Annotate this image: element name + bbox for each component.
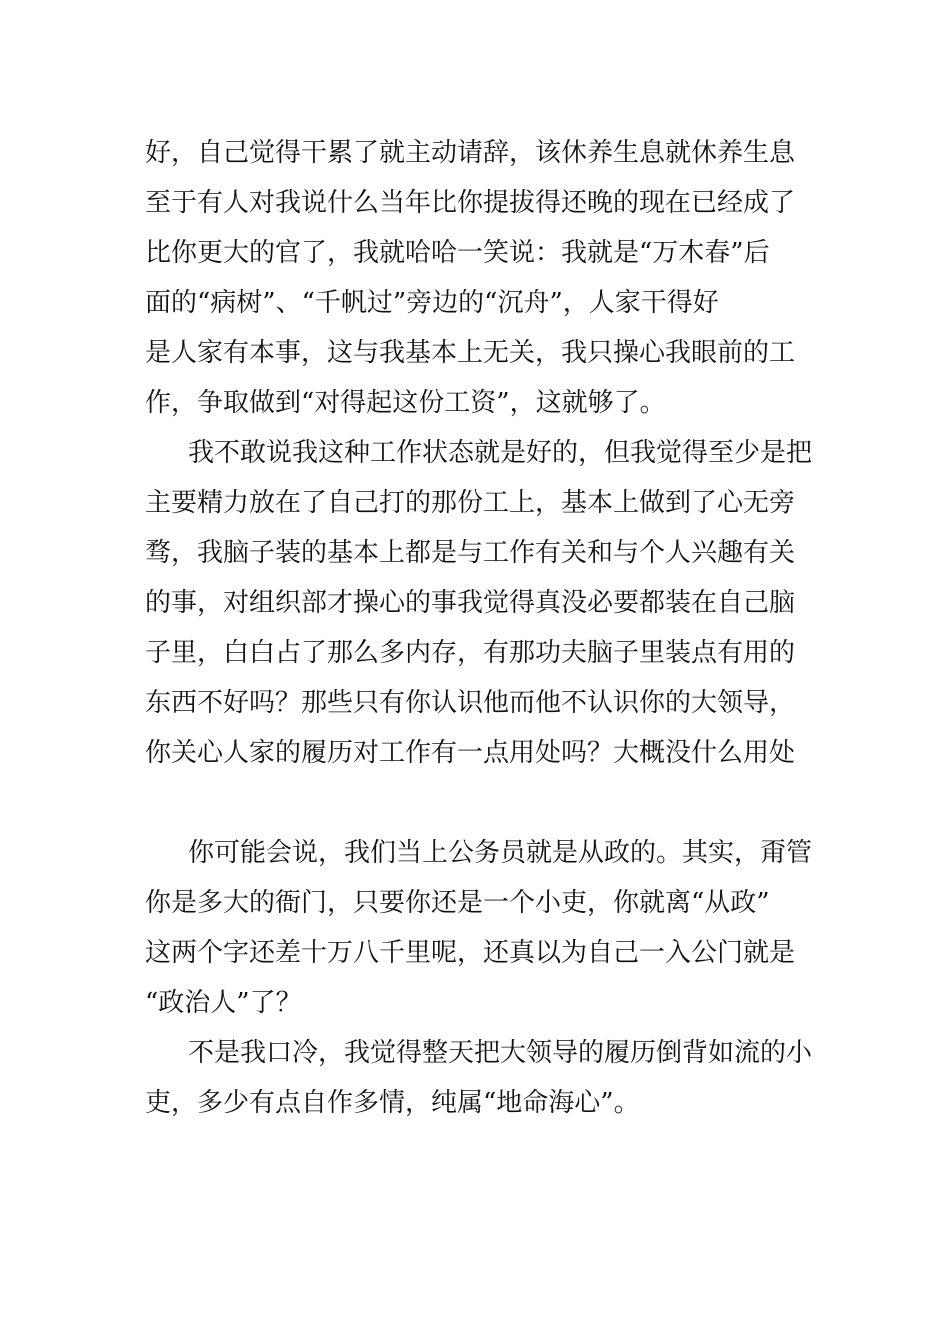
text-line: 吏，多少有点自作多情，纯属“地命海心”。	[145, 1088, 640, 1118]
text-line: 骛，我脑子装的基本上都是与工作有关和与个人兴趣有关	[145, 538, 796, 568]
text-line: 好，自己觉得干累了就主动请辞，该休养生息就休养生息	[145, 138, 796, 168]
text-line: 是人家有本事，这与我基本上无关，我只操心我眼前的工	[145, 338, 796, 368]
paragraph-first-line: 我不敢说我这种工作状态就是好的，但我觉得至少是把	[188, 438, 813, 468]
text-line: 东西不好吗？那些只有你认识他而他不认识你的大领导，	[145, 688, 796, 718]
text-line: 这两个字还差十万八千里呢，还真以为自己一入公门就是	[145, 938, 796, 968]
text-line: 面的“病树”、“千帆过”旁边的“沉舟”，人家干得好	[145, 288, 719, 318]
paragraph-first-line: 你可能会说，我们当上公务员就是从政的。其实，甭管	[188, 838, 813, 868]
text-line: 作，争取做到“对得起这份工资”，这就够了。	[145, 388, 666, 418]
text-line: 你关心人家的履历对工作有一点用处吗？大概没什么用处	[145, 738, 796, 768]
text-line: 比你更大的官了，我就哈哈一笑说：我就是“万木春”后	[145, 238, 770, 268]
text-line: 你是多大的衙门，只要你还是一个小吏，你就离“从政”	[145, 888, 770, 918]
text-line: 主要精力放在了自己打的那份工上，基本上做到了心无旁	[145, 488, 796, 518]
text-line: 的事，对组织部才操心的事我觉得真没必要都装在自己脑	[145, 588, 796, 618]
paragraph-first-line: 不是我口冷，我觉得整天把大领导的履历倒背如流的小	[188, 1038, 813, 1068]
text-line: 子里，白白占了那么多内存，有那功夫脑子里装点有用的	[145, 638, 796, 668]
text-line: 至于有人对我说什么当年比你提拔得还晚的现在已经成了	[145, 188, 796, 218]
text-line: “政治人”了？	[145, 988, 302, 1018]
